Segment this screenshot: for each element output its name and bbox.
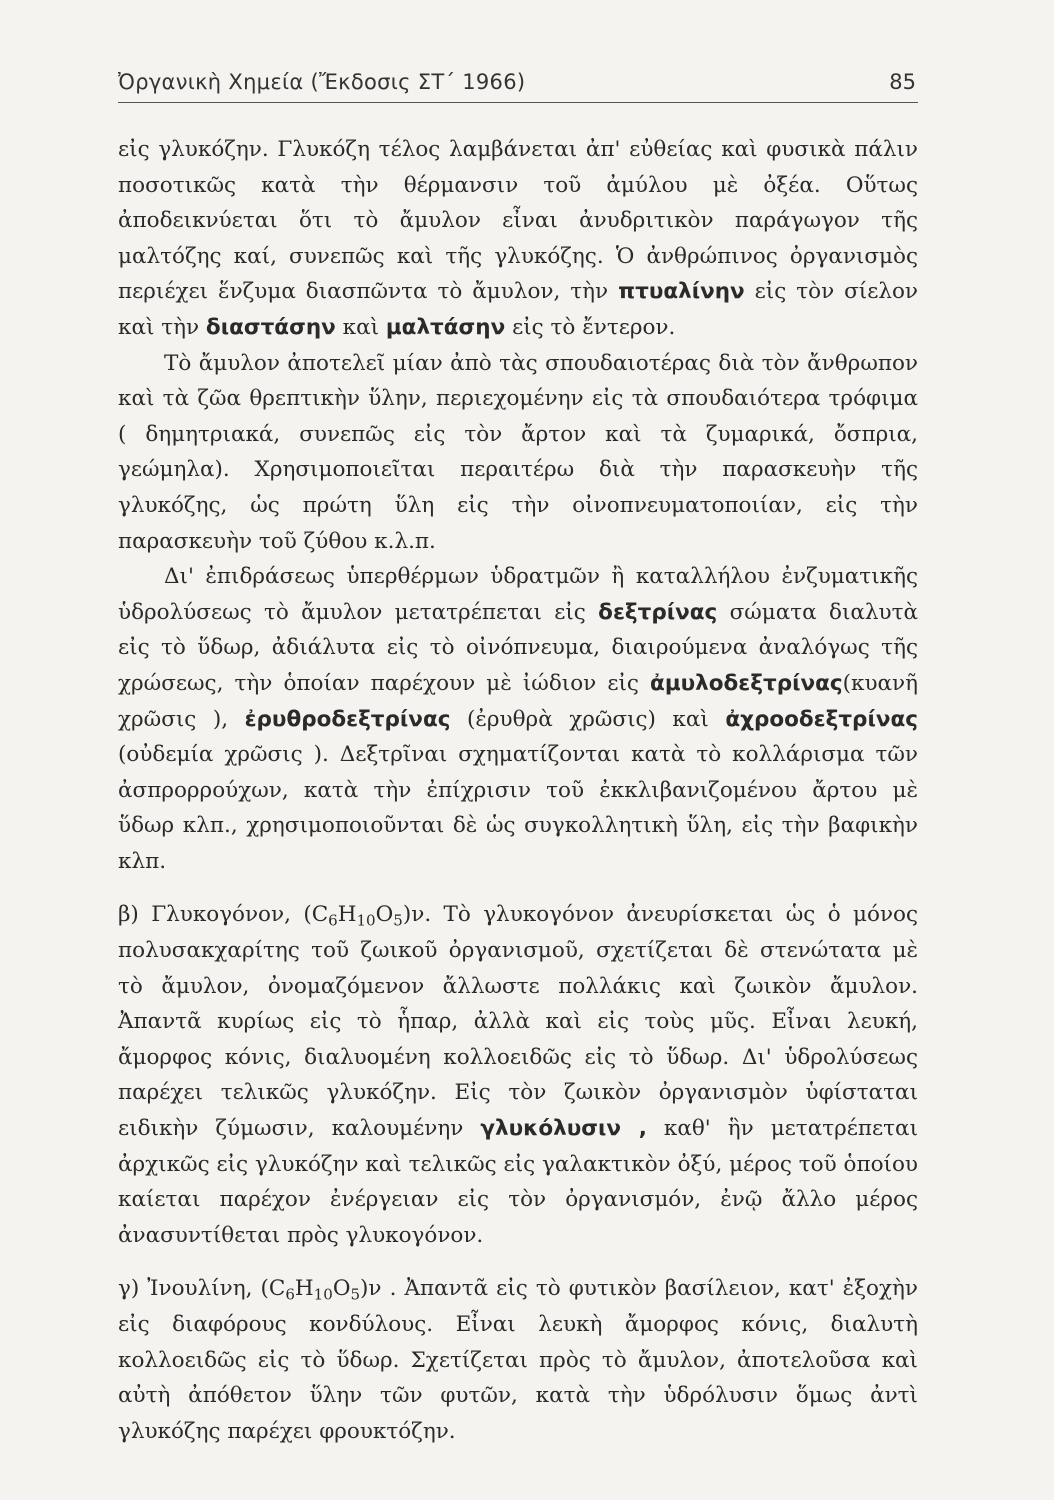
text-run: Τὸ ἄμυλον ἀποτελεῖ μίαν ἀπὸ τὰς σπουδαιοτέρας διὰ τὸν ἄνθρωπον καὶ τὰ ζῶα θρεπτικὴν ὕλην, περιεχομένην εἰς τὰ σπουδαιότερα τρόφιμα ( δημητριακά, συνεπῶς εἰς τὸν ἄρτον καὶ τὰ ζυμαρικά, ὄσπρια, γεώμηλα). Χρησιμοποιεῖται περαιτέρω διὰ τὴν παρασκευὴν τῆς γλυκόζης, ὡς πρώτη ὕλη εἰς τὴν οἰνοπνευματοποιίαν, εἰς τὴν παρασκευὴν τοῦ ζύθου κ.λ.π. bbox=[118, 350, 918, 554]
section-glycogen bbox=[118, 897, 918, 1253]
text-run: εἰς γλυκόζην. Γλυκόζη τέλος λαμβάνεται ἀπ' εὐθείας καὶ φυσικὰ πάλιν ποσοτικῶς κατὰ τὴν θέρμανσιν τοῦ ἀμύλου μὲ ὀξέα. Οὕτως ἀποδεικνύεται ὅτι τὸ ἄμυλον εἶναι ἀνυδριτικὸν παράγωγον τῆς μαλτόζης καί, συνεπῶς καὶ τῆς γλυκόζης. Ὁ ἀνθρώπινος ὀργανισμὸς περιέχει ἕνζυμα διασπῶντα τὸ ἄμυλον, τὴν bbox=[118, 137, 918, 305]
formula-subscript: 10 bbox=[356, 911, 376, 930]
paragraph-dextrins bbox=[118, 559, 918, 879]
chemical-formula bbox=[303, 902, 432, 930]
formula-part: )ν . bbox=[360, 1276, 397, 1302]
term-amylodextrins: ἀμυλοδεξτρίνας bbox=[650, 670, 843, 696]
text-run: καὶ bbox=[342, 314, 380, 340]
term-ptyalin: πτυαλίνην bbox=[618, 279, 745, 305]
text-run: (οὐδεμία χρῶσις ). Δεξτρῖναι σχηματίζονται κατὰ τὸ κολλάρισμα τῶν ἀσπρορρούχων, κατὰ τὴν ἐπίχρισιν τοῦ ἐκκλιβανιζομένου ἄρτου μὲ ὕδωρ κλπ., χρησιμοποιοῦνται δὲ ὡς συγκολλητικὴ ὕλη, εἰς τὴν βαφικὴν κλπ. bbox=[118, 742, 918, 874]
formula-part: (C bbox=[303, 902, 329, 928]
formula-part: O bbox=[332, 1276, 351, 1302]
term-diastase: διαστάσην bbox=[205, 314, 336, 340]
formula-part: (C bbox=[260, 1276, 286, 1302]
term-erythrodextrins: ἐρυθροδεξτρίνας bbox=[244, 706, 451, 732]
formula-subscript: 10 bbox=[313, 1285, 333, 1304]
formula-part: )ν. bbox=[402, 902, 432, 928]
term-glycolysis: γλυκόλυσιν , bbox=[480, 1116, 647, 1142]
section-heading-glycogen: β) Γλυκογόνον, bbox=[118, 902, 291, 928]
page-body bbox=[118, 132, 918, 1449]
running-header bbox=[118, 66, 918, 103]
formula-part: H bbox=[337, 902, 357, 928]
text-run: σώματα διαλυτὰ εἰς τὸ ὕδωρ, ἀδιάλυτα εἰς τὸ οἰνόπνευμα, διαιρούμενα ἀναλόγως τῆς χρώσεως, τὴν ὁποίαν παρέχουν μὲ ἰώδιον εἰς bbox=[118, 599, 918, 696]
chemical-formula bbox=[260, 1276, 397, 1304]
formula-subscript: 6 bbox=[285, 1285, 295, 1304]
page-number: 85 bbox=[889, 70, 916, 94]
paragraph-starch-hydrolysis bbox=[118, 132, 918, 346]
term-achroodextrins: ἀχροοδεξτρίνας bbox=[725, 706, 918, 732]
formula-subscript: 5 bbox=[393, 911, 403, 930]
paragraph-starch-uses bbox=[118, 346, 918, 560]
formula-part: H bbox=[294, 1276, 314, 1302]
term-maltase: μαλτάσην bbox=[385, 314, 506, 340]
formula-subscript: 6 bbox=[328, 911, 338, 930]
text-run: Ἀπαντᾶ εἰς τὸ φυτικὸν βασίλειον, κατ' ἐξοχὴν εἰς διαφόρους κονδύλους. Εἶναι λευκὴ ἄμορφος κόνις, διαλυτὴ κολλοειδῶς εἰς τὸ ὕδωρ. Σχετίζεται πρὸς τὸ ἄμυλον, ἀποτελοῦσα καὶ αὐτὴ ἀπόθετον ὕλην τῶν φυτῶν, κατὰ τὴν ὑδρόλυσιν ὅμως ἀντὶ γλυκόζης παρέχει φρουκτόζην. bbox=[118, 1276, 918, 1444]
text-run: εἰς τὸ ἔντερον. bbox=[512, 314, 676, 340]
section-inulin bbox=[118, 1271, 918, 1449]
text-run: (κυανῆ χρῶσις ), bbox=[118, 670, 918, 732]
text-run: Τὸ γλυκογόνον ἀνευρίσκεται ὡς ὁ μόνος πολυσακχαρίτης τοῦ ζωικοῦ ὀργανισμοῦ, σχετίζεται δὲ στενώτατα μὲ τὸ ἄμυλον, ὀνομαζόμενον ἄλλωστε πολλάκις καὶ ζωικὸν ἄμυλον. Ἀπαντᾶ κυρίως εἰς τὸ ἧπαρ, ἀλλὰ καὶ εἰς τοὺς μῦς. Εἶναι λευκή, ἄμορφος κόνις, διαλυομένη κολλοειδῶς εἰς τὸ ὕδωρ. Δι' ὑδρολύσεως παρέχει τελικῶς γλυκόζην. Εἰς τὸν ζωικὸν ὀργανισμὸν ὑφίσταται ειδικὴν ζύμωσιν, καλουμένην bbox=[118, 902, 918, 1142]
text-run: Δι' ἐπιδράσεως ὑπερθέρμων ὑδρατμῶν ἢ καταλλήλου ἐνζυματικῆς ὑδρολύσεως τὸ ἄμυλον μετατρέπεται εἰς bbox=[118, 564, 918, 625]
text-run: (ἐρυθρὰ χρῶσις) καὶ bbox=[466, 706, 709, 732]
formula-subscript: 5 bbox=[350, 1285, 361, 1304]
book-title: Ὀργανικὴ Χημεία (Ἔκδοσις ΣΤ΄ 1966) bbox=[118, 70, 526, 94]
term-dextrins: δεξτρίνας bbox=[598, 599, 718, 625]
text-run: εἰς τὸν σίελον καὶ τὴν bbox=[118, 279, 918, 340]
text-run: καθ' ἣν μετατρέπεται ἀρχικῶς εἰς γλυκόζην καὶ τελικῶς εἰς γαλακτικὸν ὀξύ, μέρος τοῦ ὁποίου καίεται παρέχον ἐνέργειαν εἰς τὸν ὀργανισμόν, ἐνῷ ἄλλο μέρος ἀνασυντίθεται πρὸς γλυκογόνον. bbox=[118, 1116, 918, 1248]
section-heading-inulin: γ) Ἰνουλίνη, bbox=[118, 1276, 253, 1302]
formula-part: O bbox=[375, 902, 394, 928]
